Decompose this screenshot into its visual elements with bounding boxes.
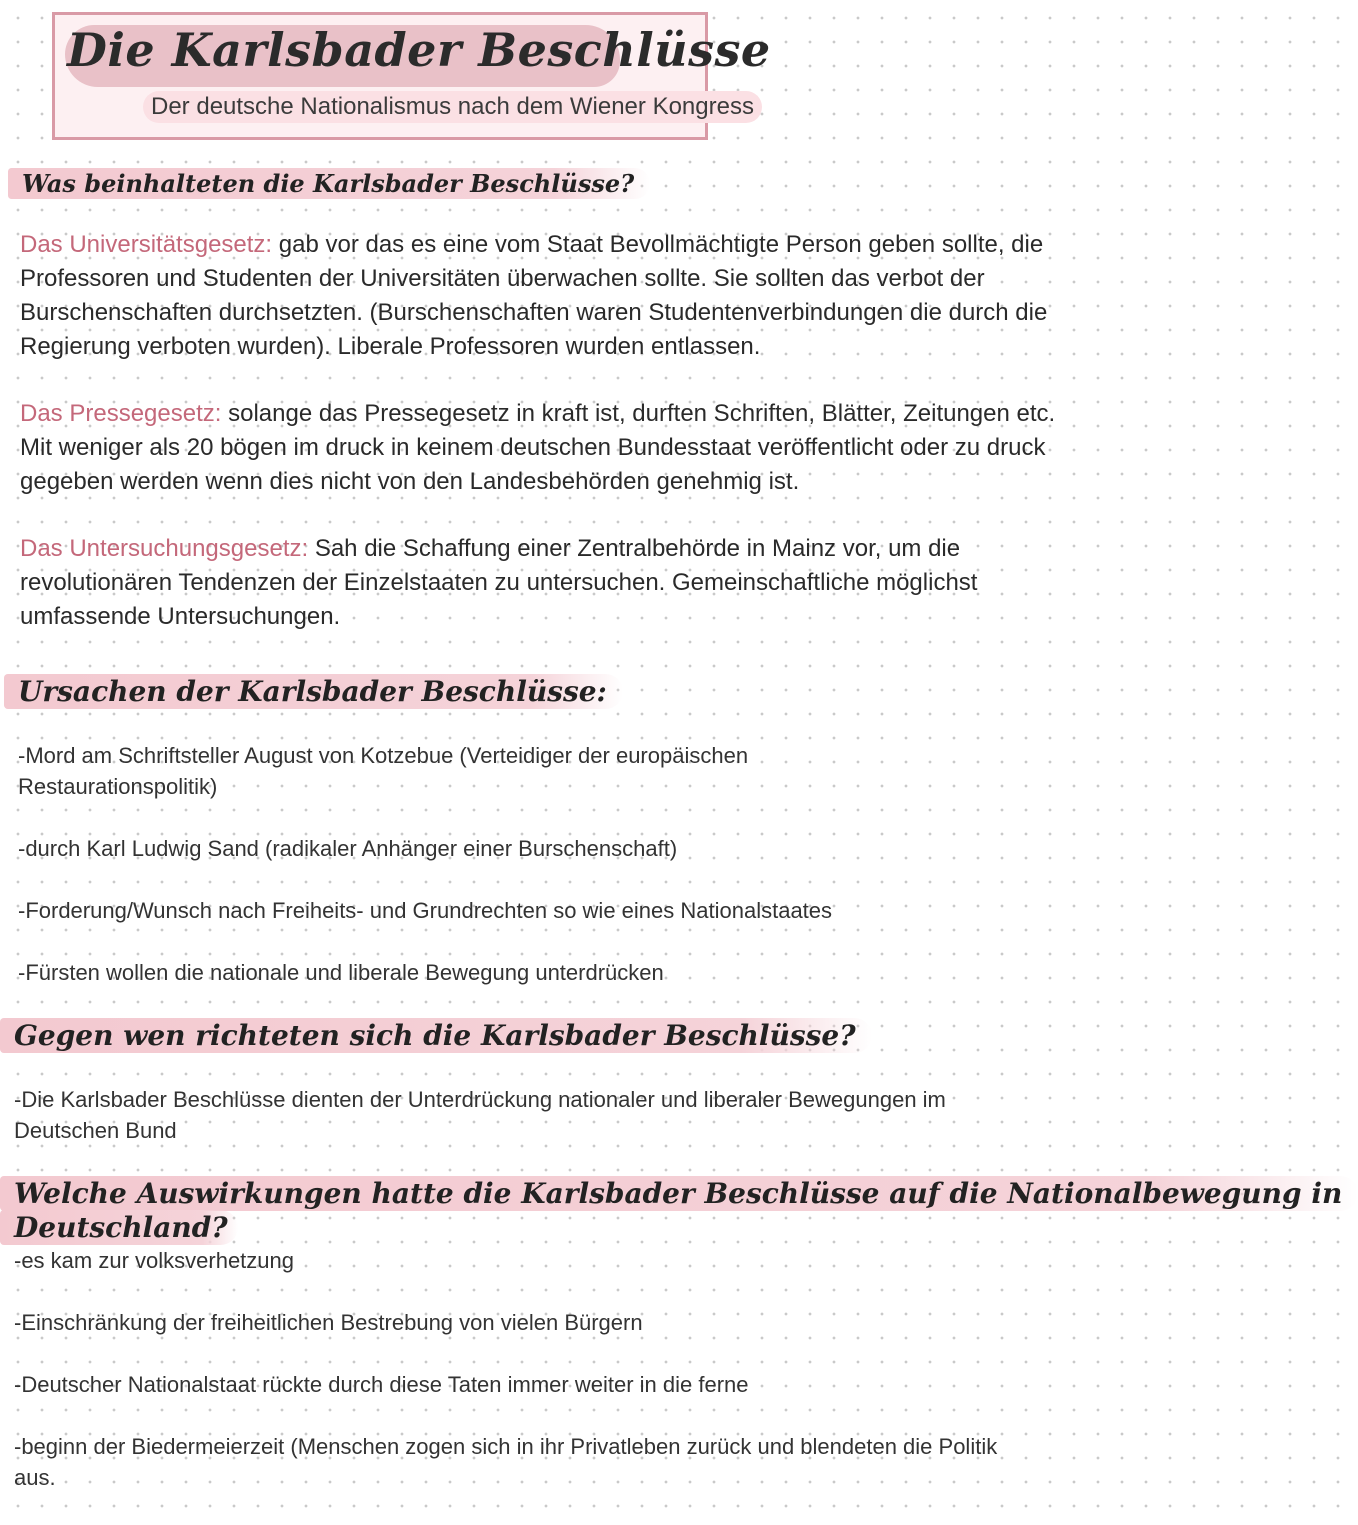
list-item: -beginn der Biedermeierzeit (Menschen zogen sich in ihr Privatleben zurück und blendeten die Politik aus. (14, 1434, 998, 1490)
list-item: -Deutscher Nationalstaat rückte durch diese Taten immer weiter in die ferne (14, 1372, 749, 1397)
section-heading-ursachen: Ursachen der Karlsbader Beschlüsse: (4, 674, 623, 709)
paragraph-pressegesetz (20, 397, 1060, 499)
section-heading-gegen: Gegen wen richteten sich die Karlsbader Beschlüsse? (0, 1018, 872, 1053)
section-heading-auswirkungen: Welche Auswirkungen hatte die Karlsbader Beschlüsse auf die Nationalbewegung in (0, 1176, 1358, 1211)
term-label: Das Universitätsgesetz: (20, 231, 273, 258)
term-label: Das Untersuchungsgesetz: (20, 535, 309, 562)
paragraph-text: solange das Pressegesetz in kraft ist, durften Schriften, Blätter, Zeitungen etc. Mit weniger als 20 bögen im druck in keinem deutschen Bundesstaat veröffentlicht oder zu druck gegeben werden wenn dies nicht von den Landesbehörden genehmig ist. (20, 400, 1056, 495)
paragraph-text: Sah die Schaffung einer Zentralbehörde in Mainz vor, um die revolutionären Tendenzen der Einzelstaaten zu untersuchen. Gemeinschaftliche möglichst umfassende Untersuchungen. (20, 535, 978, 630)
list-item: -durch Karl Ludwig Sand (radikaler Anhänger einer Burschenschaft) (18, 836, 678, 861)
page-title: Die Karlsbader Beschlüsse (67, 23, 771, 77)
paragraph-text: gab vor das es eine vom Staat Bevollmächtigte Person geben sollte, die Professoren und Studenten der Universitäten überwachen sollte. Sie sollten das verbot der Burschenschaften durchsetzten. (Burschenschaften waren Studentenverbindungen die durch die Regierung verboten wurden). Liberale Professoren wurden entlassen. (20, 231, 1048, 360)
paragraph-universitaetsgesetz (20, 228, 1060, 364)
list-item: -Mord am Schriftsteller August von Kotzebue (Verteidiger der europäischen Restaurationspolitik) (18, 743, 749, 799)
list-item: -Fürsten wollen die nationale und liberale Bewegung unterdrücken (18, 960, 664, 985)
list-item: -Einschränkung der freiheitlichen Bestrebung von vielen Bürgern (14, 1310, 643, 1335)
list-item: -Die Karlsbader Beschlüsse dienten der Unterdrückung nationaler und liberaler Bewegungen im Deutschen Bund (14, 1087, 946, 1143)
page-subtitle: Der deutsche Nationalismus nach dem Wiener Kongress (143, 91, 762, 123)
term-label: Das Pressegesetz: (20, 400, 222, 427)
paragraph-untersuchungsgesetz (20, 532, 1060, 634)
section-heading-inhalt: Was beinhalteten die Karlsbader Beschlüsse? (8, 168, 650, 199)
section-heading-auswirkungen-line2: Deutschland? (0, 1210, 238, 1245)
list-item: -es kam zur volksverhetzung (14, 1248, 294, 1273)
list-item: -Forderung/Wunsch nach Freiheits- und Grundrechten so wie eines Nationalstaates (18, 898, 833, 923)
title-box (52, 12, 771, 140)
